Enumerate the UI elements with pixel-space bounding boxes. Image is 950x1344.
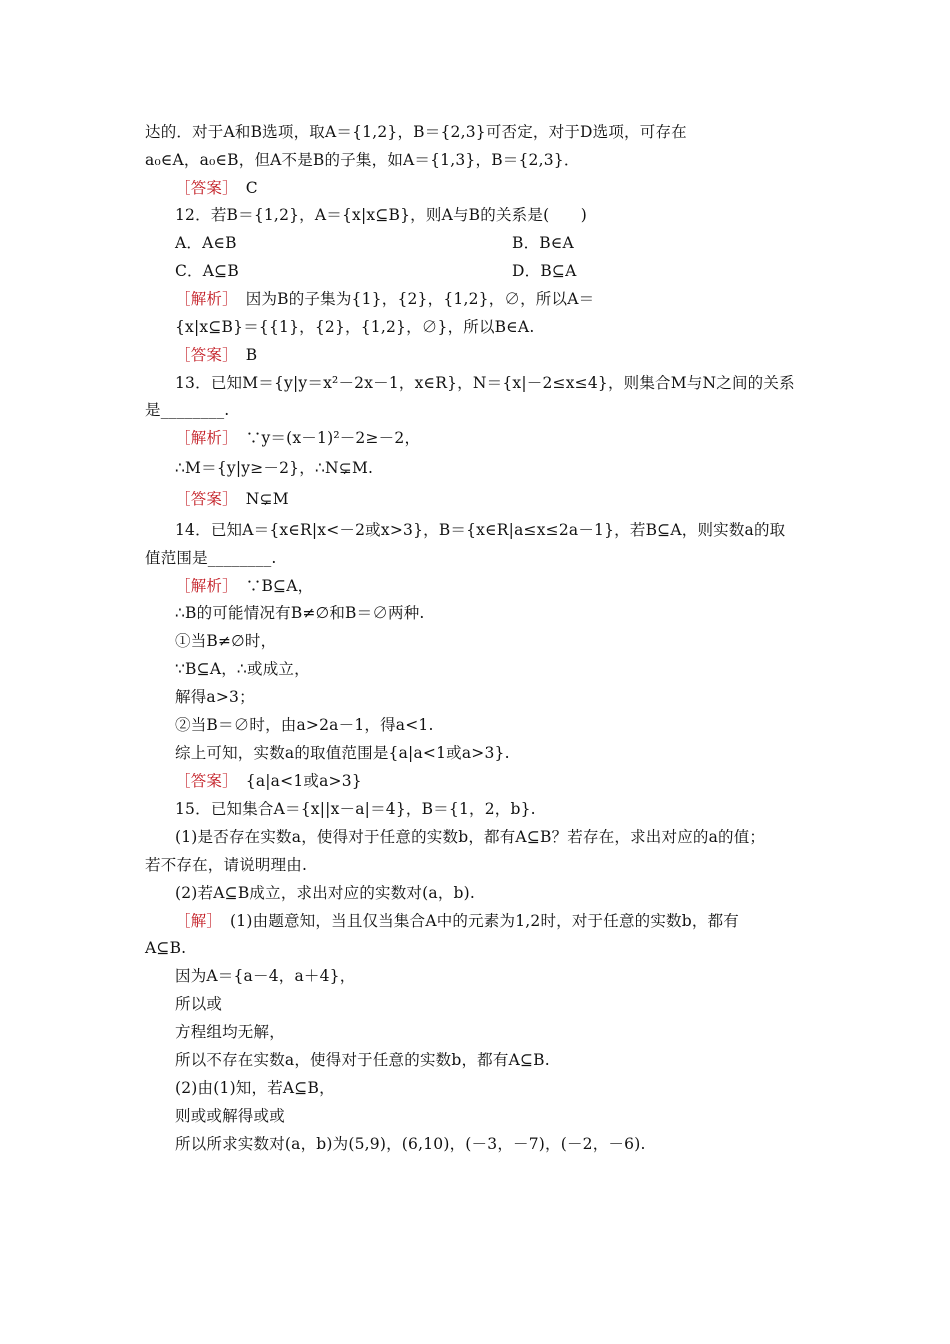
answer-line: ［答案］ {a|a<1或a>3} (175, 772, 362, 790)
question-13: 13．已知M＝{y|y＝x²－2x－1，x∈R}，N＝{x|－2≤x≤4}，则集合M与N之间的关系 (175, 374, 795, 392)
text-line: 达的．对于A和B选项，取A＝{1,2}，B＝{2,3}可否定，对于D选项，可存在 (145, 123, 687, 141)
text-line: 所以不存在实数a，使得对于任意的实数b，都有A⊆B. (175, 1051, 550, 1069)
text-line: ∴B的可能情况有B≠∅和B＝∅两种. (175, 604, 425, 622)
text-line: 值范围是________. (145, 549, 277, 567)
text-line: ②当B＝∅时，由a>2a－1，得a<1. (175, 716, 434, 734)
answer-tag: ［答案］ (175, 346, 231, 364)
option-b: B．B∈A (512, 234, 574, 252)
answer-line: ［答案］ N⊊M (175, 490, 289, 508)
answer-tag: ［答案］ (175, 772, 231, 790)
option-d: D．B⊆A (512, 262, 577, 280)
analysis-line: ［解析］ ∵B⊆A， (175, 577, 314, 595)
question-15: 15．已知集合A＝{x||x－a|＝4}，B＝{1，2，b}. (175, 800, 536, 818)
option-c: C．A⊆B (175, 262, 239, 280)
text-line: (2)由(1)知，若A⊆B， (175, 1079, 335, 1097)
text-line: a₀∈A，a₀∈B，但A不是B的子集，如A＝{1,3}，B＝{2,3}． (145, 151, 580, 169)
text-line: {x|x⊆B}＝{{1}，{2}，{1,2}，∅}，所以B∈A. (175, 318, 535, 336)
answer-tag: ［答案］ (175, 490, 231, 508)
text-line: 是________. (145, 401, 230, 419)
text-line: 解得a>3； (175, 688, 255, 706)
text-line: ∵B⊆A，∴或成立， (175, 660, 310, 678)
text-line: A⊆B. (145, 939, 187, 957)
text-line: (1)是否存在实数a，使得对于任意的实数b，都有A⊆B？若存在，求出对应的a的值； (175, 828, 766, 846)
solution-tag: ［解］ (175, 912, 215, 930)
text-line: ∴M＝{y|y≥－2}，∴N⊊M. (175, 459, 374, 477)
analysis-tag: ［解析］ (175, 429, 231, 447)
text-line: 所以所求实数对(a，b)为(5,9)，(6,10)，(－3，－7)，(－2，－6). (175, 1135, 646, 1153)
analysis-line: ［解析］ ∵y＝(x－1)²－2≥－2， (175, 429, 421, 447)
question-14: 14．已知A＝{x∈R|x<－2或x>3}，B＝{x∈R|a≤x≤2a－1}，若B⊆A，则实数a的取 (175, 521, 786, 539)
solution-line: ［解］ (1)由题意知，当且仅当集合A中的元素为1,2时，对于任意的实数b，都有 (175, 912, 739, 930)
text-line: ①当B≠∅时， (175, 632, 277, 650)
text-line: 综上可知，实数a的取值范围是{a|a<1或a>3}. (175, 744, 510, 762)
analysis-tag: ［解析］ (175, 290, 231, 308)
text-line: 所以或 (175, 995, 223, 1013)
analysis-line: ［解析］ 因为B的子集为{1}，{2}，{1,2}，∅，所以A＝ (175, 290, 595, 308)
text-line: 则或或解得或或 (175, 1107, 285, 1125)
answer-tag: ［答案］ (175, 179, 231, 197)
question-12: 12．若B＝{1,2}，A＝{x|x⊆B}，则A与B的关系是( ) (175, 206, 587, 224)
text-line: 因为A＝{a－4，a＋4}， (175, 967, 356, 985)
analysis-tag: ［解析］ (175, 577, 231, 595)
text-line: 方程组均无解， (175, 1023, 285, 1041)
option-a: A．A∈B (175, 234, 237, 252)
text-line: 若不存在，请说明理由. (145, 856, 308, 874)
text-line: (2)若A⊆B成立，求出对应的实数对(a，b). (175, 884, 476, 902)
answer-line: ［答案］ B (175, 346, 258, 364)
answer-line: ［答案］ C (175, 179, 258, 197)
